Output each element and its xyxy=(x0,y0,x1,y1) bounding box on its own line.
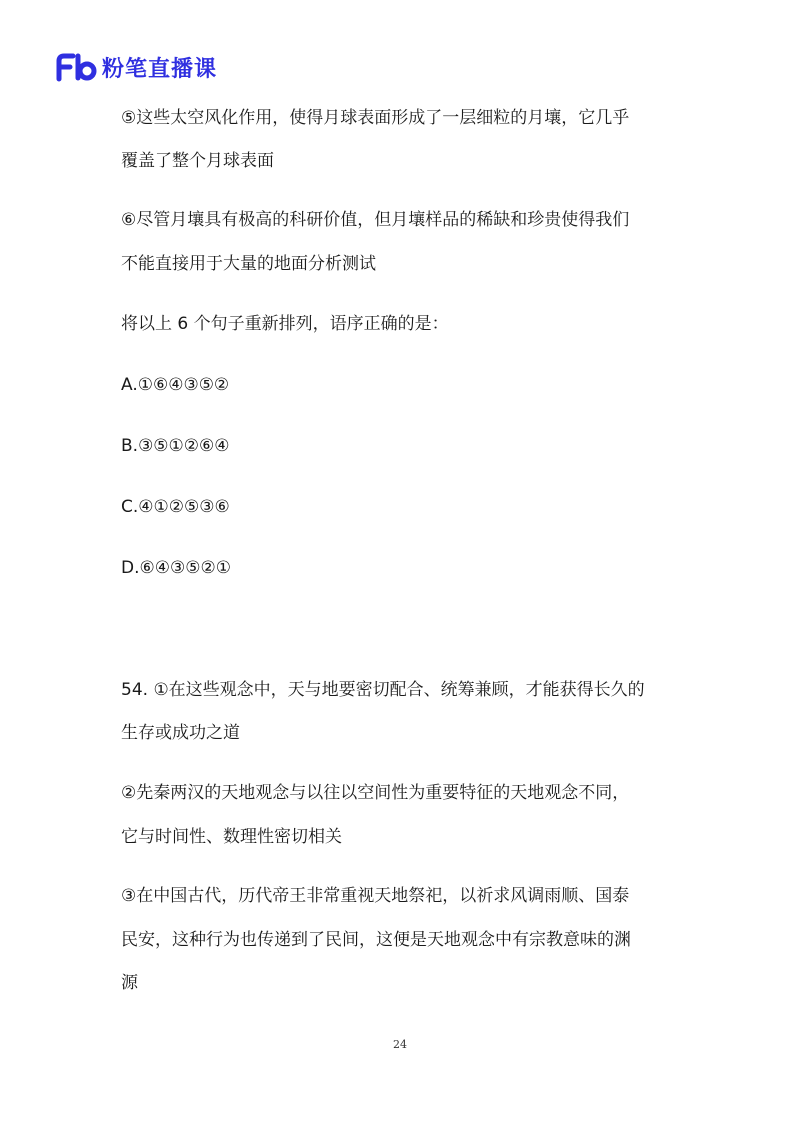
q54-item3-line1: ③在中国古代，历代帝王非常重视天地祭祀，以祈求风调雨顺、国泰 xyxy=(121,886,630,906)
q53-option-b: B.③⑤①②⑥④ xyxy=(121,436,230,456)
q54-item1-line1: 54. ①在这些观念中，天与地要密切配合、统筹兼顾，才能获得长久的 xyxy=(121,680,645,700)
q54-item1-line2: 生存或成功之道 xyxy=(121,723,240,743)
q53-item6-line1: ⑥尽管月壤具有极高的科研价值，但月壤样品的稀缺和珍贵使得我们 xyxy=(121,210,630,230)
fb-logo-icon xyxy=(56,52,100,82)
q54-item3-line2: 民安，这种行为也传递到了民间，这便是天地观念中有宗教意味的渊 xyxy=(121,930,631,950)
q53-item5-line1: ⑤这些太空风化作用，使得月球表面形成了一层细粒的月壤，它几乎 xyxy=(121,108,630,128)
q54-item2-line2: 它与时间性、数理性密切相关 xyxy=(121,827,342,847)
brand-name: 粉笔直播课 xyxy=(102,56,218,82)
q54-item2-line1: ②先秦两汉的天地观念与以往以空间性为重要特征的天地观念不同， xyxy=(121,783,630,803)
page-number: 24 xyxy=(393,1038,407,1051)
q53-prompt: 将以上 6 个句子重新排列，语序正确的是： xyxy=(121,314,449,334)
q53-option-c: C.④①②⑤③⑥ xyxy=(121,497,230,517)
q53-option-d: D.⑥④③⑤②① xyxy=(121,558,231,578)
q53-item6-line2: 不能直接用于大量的地面分析测试 xyxy=(121,254,376,274)
q53-option-a: A.①⑥④③⑤② xyxy=(121,375,230,395)
q54-item3-line3: 源 xyxy=(121,973,138,993)
q53-item5-line2: 覆盖了整个月球表面 xyxy=(121,151,274,171)
brand-header xyxy=(56,50,217,84)
